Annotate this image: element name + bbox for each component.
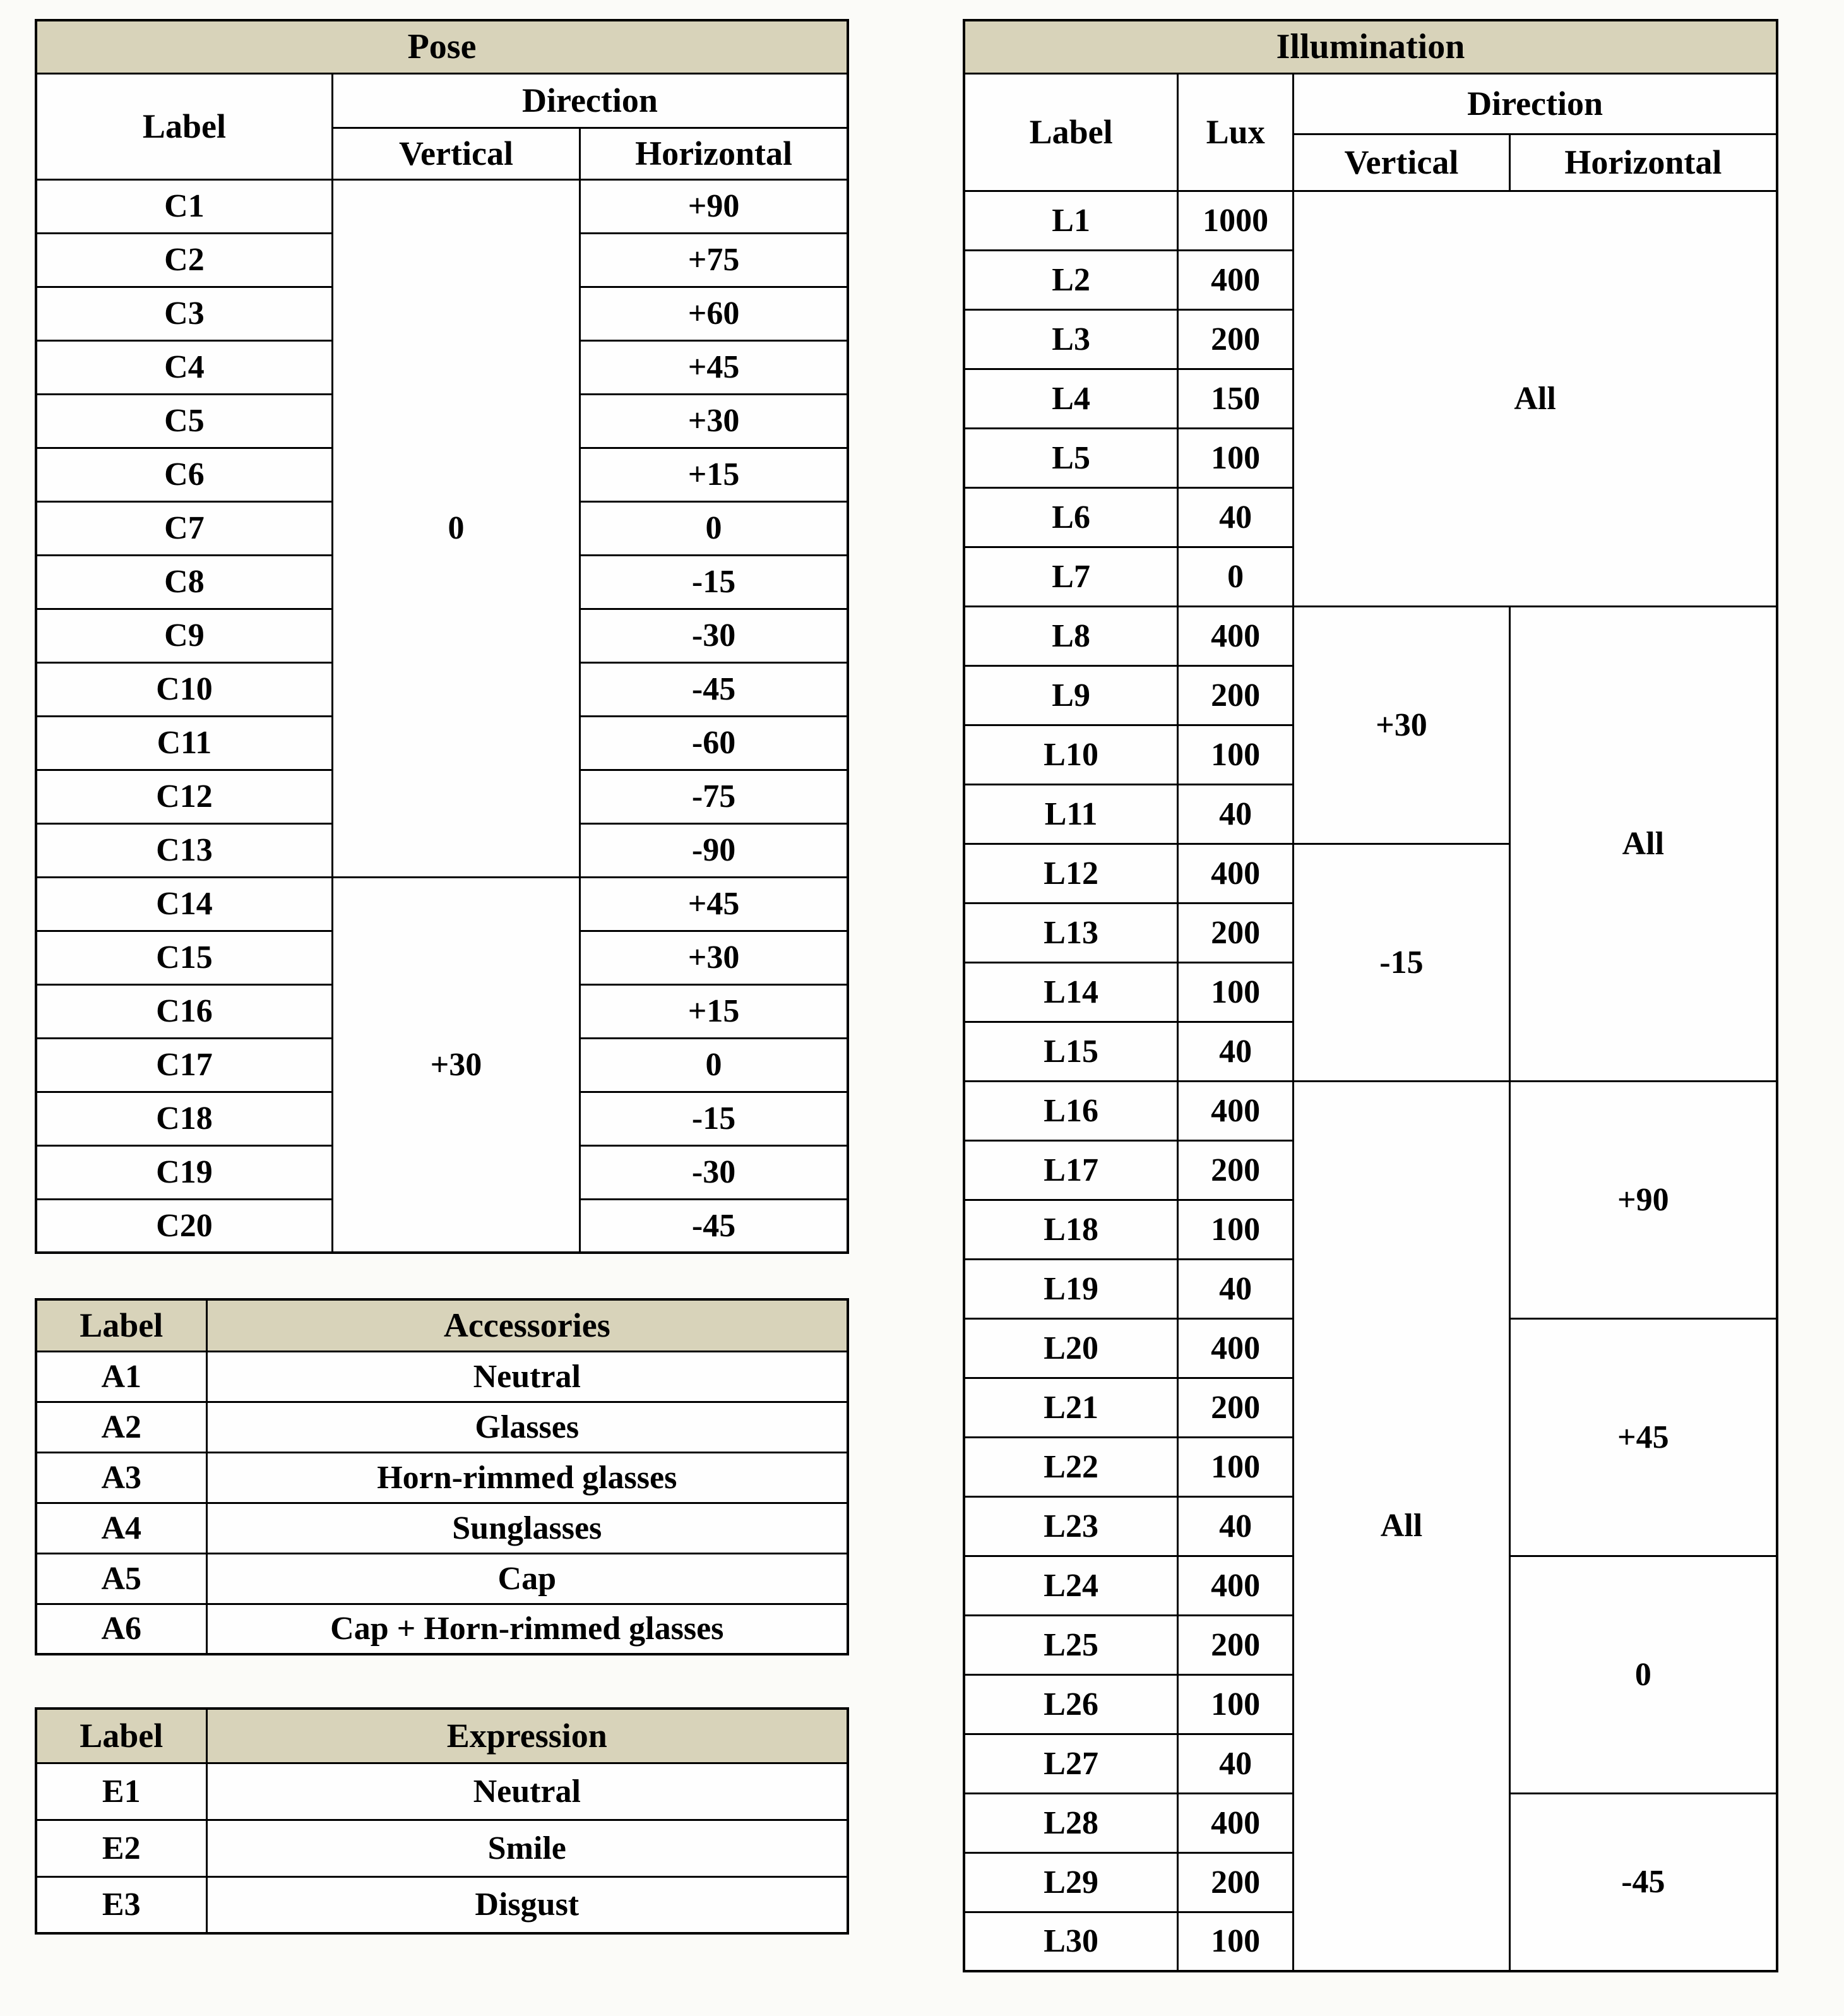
illumination-lux-cell: 400	[1178, 250, 1294, 309]
accessories-row	[36, 1553, 848, 1604]
illumination-lux-cell: 400	[1178, 1793, 1294, 1852]
illumination-horizontal-cell: -45	[1509, 1793, 1777, 1971]
illumination-lux-cell: 0	[1178, 547, 1294, 606]
illumination-label-cell: L3	[964, 309, 1178, 369]
illumination-label-cell: L5	[964, 428, 1178, 487]
illumination-col-vertical: Vertical	[1294, 134, 1510, 191]
illumination-label-cell: L7	[964, 547, 1178, 606]
accessories-value-cell: Neutral	[206, 1351, 848, 1402]
illumination-direction-cell: All	[1294, 191, 1777, 606]
accessories-row	[36, 1402, 848, 1452]
illumination-col-label: Label	[964, 73, 1178, 191]
pose-horizontal-cell: +45	[580, 877, 848, 931]
pose-table-title: Pose	[36, 20, 848, 73]
accessories-table	[35, 1298, 849, 1655]
pose-horizontal-cell: +30	[580, 394, 848, 448]
expression-label-cell: E2	[36, 1820, 206, 1876]
illumination-label-cell: L17	[964, 1140, 1178, 1200]
illumination-horizontal-cell: +45	[1509, 1318, 1777, 1556]
illumination-lux-cell: 100	[1178, 428, 1294, 487]
illumination-label-cell: L4	[964, 369, 1178, 428]
pose-label-cell: C2	[36, 233, 332, 287]
illumination-lux-cell: 40	[1178, 1496, 1294, 1556]
illumination-vertical-cell: -15	[1294, 844, 1510, 1081]
illumination-col-direction: Direction	[1294, 73, 1777, 134]
accessories-value-cell: Cap + Horn-rimmed glasses	[206, 1604, 848, 1654]
illumination-col-horizontal: Horizontal	[1509, 134, 1777, 191]
illumination-lux-cell: 200	[1178, 1378, 1294, 1437]
accessories-header-row	[36, 1299, 848, 1351]
illumination-label-cell: L12	[964, 844, 1178, 903]
illumination-lux-cell: 200	[1178, 1852, 1294, 1912]
expression-label-cell: E1	[36, 1763, 206, 1820]
expression-col-label: Label	[36, 1709, 206, 1763]
illumination-label-cell: L16	[964, 1081, 1178, 1140]
right-column	[963, 19, 1778, 1972]
illumination-label-cell: L1	[964, 191, 1178, 250]
expression-row	[36, 1820, 848, 1876]
illumination-horizontal-cell: All	[1509, 606, 1777, 1081]
accessories-row	[36, 1604, 848, 1654]
pose-label-cell: C11	[36, 716, 332, 770]
illumination-label-cell: L30	[964, 1912, 1178, 1971]
illumination-label-cell: L18	[964, 1200, 1178, 1259]
illumination-col-lux: Lux	[1178, 73, 1294, 191]
pose-label-cell: C15	[36, 931, 332, 984]
pose-col-direction: Direction	[332, 73, 848, 128]
illumination-label-cell: L8	[964, 606, 1178, 665]
illumination-lux-cell: 400	[1178, 844, 1294, 903]
illumination-label-cell: L24	[964, 1556, 1178, 1615]
pose-vertical-cell: +30	[332, 877, 580, 1253]
illumination-label-cell: L26	[964, 1674, 1178, 1734]
illumination-label-cell: L21	[964, 1378, 1178, 1437]
accessories-col-label: Label	[36, 1299, 206, 1351]
pose-col-vertical: Vertical	[332, 128, 580, 179]
pose-label-cell: C1	[36, 179, 332, 233]
illumination-label-cell: L23	[964, 1496, 1178, 1556]
pose-label-cell: C3	[36, 287, 332, 340]
pose-label-cell: C4	[36, 340, 332, 394]
accessories-col-value: Accessories	[206, 1299, 848, 1351]
pose-horizontal-cell: -15	[580, 555, 848, 609]
left-column	[35, 19, 849, 1935]
expression-value-cell: Disgust	[206, 1876, 848, 1933]
illumination-row	[964, 606, 1777, 665]
illumination-label-cell: L28	[964, 1793, 1178, 1852]
pose-horizontal-cell: 0	[580, 501, 848, 555]
illumination-vertical-cell: All	[1294, 1081, 1510, 1971]
pose-horizontal-cell: -45	[580, 662, 848, 716]
illumination-lux-cell: 40	[1178, 487, 1294, 547]
pose-label-cell: C17	[36, 1038, 332, 1092]
illumination-label-cell: L29	[964, 1852, 1178, 1912]
illumination-header-row-1	[964, 73, 1777, 134]
illumination-label-cell: L10	[964, 725, 1178, 784]
pose-horizontal-cell: -75	[580, 770, 848, 823]
illumination-row	[964, 191, 1777, 250]
accessories-label-cell: A4	[36, 1503, 206, 1553]
illumination-lux-cell: 200	[1178, 903, 1294, 962]
illumination-row	[964, 1081, 1777, 1140]
pose-label-cell: C7	[36, 501, 332, 555]
pose-label-cell: C10	[36, 662, 332, 716]
illumination-label-cell: L11	[964, 784, 1178, 844]
pose-horizontal-cell: +15	[580, 448, 848, 501]
pose-horizontal-cell: -15	[580, 1092, 848, 1145]
pose-label-cell: C5	[36, 394, 332, 448]
illumination-table	[963, 19, 1778, 1972]
illumination-lux-cell: 40	[1178, 1734, 1294, 1793]
pose-label-cell: C12	[36, 770, 332, 823]
pose-label-cell: C13	[36, 823, 332, 877]
illumination-label-cell: L22	[964, 1437, 1178, 1496]
pose-horizontal-cell: -60	[580, 716, 848, 770]
accessories-value-cell: Horn-rimmed glasses	[206, 1452, 848, 1503]
illumination-label-cell: L27	[964, 1734, 1178, 1793]
expression-value-cell: Neutral	[206, 1763, 848, 1820]
illumination-label-cell: L19	[964, 1259, 1178, 1318]
pose-title-row	[36, 20, 848, 73]
accessories-label-cell: A6	[36, 1604, 206, 1654]
pose-horizontal-cell: -45	[580, 1199, 848, 1253]
accessories-value-cell: Cap	[206, 1553, 848, 1604]
pose-label-cell: C20	[36, 1199, 332, 1253]
accessories-row	[36, 1351, 848, 1402]
pose-horizontal-cell: +60	[580, 287, 848, 340]
pose-label-cell: C14	[36, 877, 332, 931]
illumination-horizontal-cell: +90	[1509, 1081, 1777, 1318]
illumination-lux-cell: 40	[1178, 1022, 1294, 1081]
illumination-label-cell: L2	[964, 250, 1178, 309]
illumination-lux-cell: 100	[1178, 1912, 1294, 1971]
expression-label-cell: E3	[36, 1876, 206, 1933]
illumination-label-cell: L14	[964, 962, 1178, 1022]
illumination-lux-cell: 200	[1178, 1140, 1294, 1200]
pose-horizontal-cell: 0	[580, 1038, 848, 1092]
pose-row	[36, 179, 848, 233]
illumination-lux-cell: 200	[1178, 1615, 1294, 1674]
pose-row	[36, 877, 848, 931]
expression-row	[36, 1876, 848, 1933]
illumination-lux-cell: 100	[1178, 1200, 1294, 1259]
pose-horizontal-cell: -90	[580, 823, 848, 877]
expression-row	[36, 1763, 848, 1820]
illumination-lux-cell: 400	[1178, 1081, 1294, 1140]
illumination-lux-cell: 100	[1178, 1674, 1294, 1734]
pose-horizontal-cell: +15	[580, 984, 848, 1038]
accessories-label-cell: A5	[36, 1553, 206, 1604]
accessories-row	[36, 1452, 848, 1503]
illumination-lux-cell: 40	[1178, 1259, 1294, 1318]
pose-horizontal-cell: +90	[580, 179, 848, 233]
expression-header-row	[36, 1709, 848, 1763]
illumination-table-title: Illumination	[964, 20, 1777, 73]
pose-vertical-cell: 0	[332, 179, 580, 877]
expression-value-cell: Smile	[206, 1820, 848, 1876]
accessories-label-cell: A3	[36, 1452, 206, 1503]
illumination-label-cell: L6	[964, 487, 1178, 547]
illumination-lux-cell: 100	[1178, 725, 1294, 784]
illumination-label-cell: L13	[964, 903, 1178, 962]
pose-label-cell: C8	[36, 555, 332, 609]
illumination-horizontal-cell: 0	[1509, 1556, 1777, 1793]
accessories-label-cell: A2	[36, 1402, 206, 1452]
pose-label-cell: C18	[36, 1092, 332, 1145]
illumination-label-cell: L20	[964, 1318, 1178, 1378]
pose-horizontal-cell: +45	[580, 340, 848, 394]
pose-horizontal-cell: -30	[580, 1145, 848, 1199]
illumination-lux-cell: 400	[1178, 1318, 1294, 1378]
illumination-lux-cell: 1000	[1178, 191, 1294, 250]
pose-col-horizontal: Horizontal	[580, 128, 848, 179]
accessories-value-cell: Sunglasses	[206, 1503, 848, 1553]
pose-horizontal-cell: +30	[580, 931, 848, 984]
accessories-value-cell: Glasses	[206, 1402, 848, 1452]
pose-table	[35, 19, 849, 1254]
illumination-lux-cell: 40	[1178, 784, 1294, 844]
illumination-vertical-cell: +30	[1294, 606, 1510, 844]
pose-header-row-1	[36, 73, 848, 128]
expression-col-value: Expression	[206, 1709, 848, 1763]
illumination-lux-cell: 100	[1178, 962, 1294, 1022]
pose-label-cell: C16	[36, 984, 332, 1038]
pose-label-cell: C6	[36, 448, 332, 501]
illumination-title-row	[964, 20, 1777, 73]
illumination-lux-cell: 200	[1178, 309, 1294, 369]
illumination-lux-cell: 200	[1178, 665, 1294, 725]
illumination-label-cell: L9	[964, 665, 1178, 725]
pose-label-cell: C19	[36, 1145, 332, 1199]
expression-table	[35, 1707, 849, 1935]
pose-horizontal-cell: -30	[580, 609, 848, 662]
illumination-label-cell: L15	[964, 1022, 1178, 1081]
illumination-lux-cell: 400	[1178, 1556, 1294, 1615]
illumination-lux-cell: 400	[1178, 606, 1294, 665]
illumination-label-cell: L25	[964, 1615, 1178, 1674]
illumination-lux-cell: 150	[1178, 369, 1294, 428]
accessories-label-cell: A1	[36, 1351, 206, 1402]
illumination-lux-cell: 100	[1178, 1437, 1294, 1496]
pose-label-cell: C9	[36, 609, 332, 662]
accessories-row	[36, 1503, 848, 1553]
pose-col-label: Label	[36, 73, 332, 179]
pose-horizontal-cell: +75	[580, 233, 848, 287]
